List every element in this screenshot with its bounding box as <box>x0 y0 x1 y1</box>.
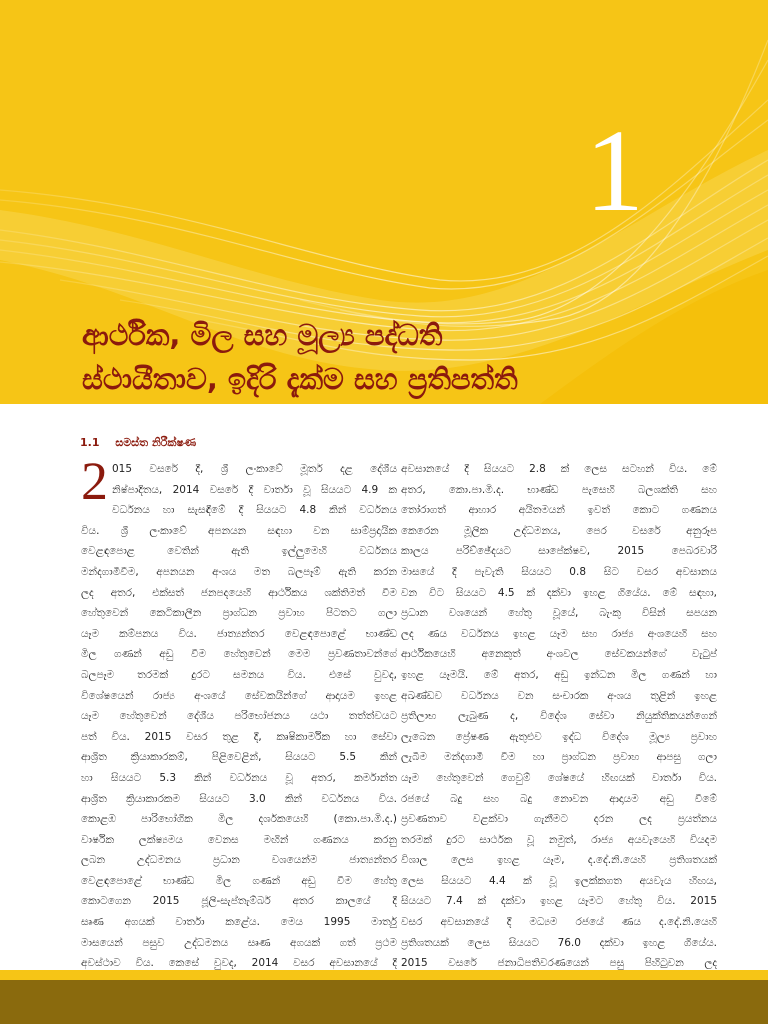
paragraph-line: මිල ගණන් අඩු වීම හේතුවෙන් මෙම ප්‍රවණතාවන්ගේ <box>81 648 397 661</box>
paragraph-line: ලද ණය වර්ධනය ඉහළ යෑම සහ රාජ්‍ය අංශයෙහි සහ <box>401 627 717 640</box>
paragraph-line: ප්‍රතිලාභ ලැබුණ ද, විදේශ සේවා නියුක්තිකයන්ගෙන් <box>401 710 717 723</box>
paragraph-line: වන විට සියයට 4.5 ක් දක්වා ඉහළ ගියේය. මේ සඳහා, <box>401 586 717 599</box>
paragraph-line: හේතුවෙන් කෙටිකාලීන ප්‍රාග්ධන ප්‍රවාහ පිටතට ගලා <box>81 607 397 620</box>
footer-band-light <box>0 970 768 980</box>
paragraph-line: තෝරාගත් ආහාර අයිතමයන් ඉවත් කොට ගණනය <box>401 504 717 517</box>
chapter-title-line-2: ස්ථායීතාව, ඉදිරි දැක්ම සහ ප්‍රතිපත්ති <box>82 362 518 396</box>
paragraph-line: අවස්ථාව විය. කෙසේ වුවද, 2014 වසර අවසානයේ දී <box>81 957 397 970</box>
paragraph-line: තරමක් දුරට සාර්ථක වූ නමුත්, රාජ්‍ය අයවැයෙහි වියදම <box>401 833 717 846</box>
paragraph-line: වසර අවසානයේ දී මධ්‍යම රජයේ ණය ද.දේ.නි.යෙහි <box>401 916 717 929</box>
paragraph-line: මාසයෙන් පසුව උද්ධමනය සෘණ අගයක් ගත් ප්‍රථම <box>81 936 397 949</box>
drop-cap: 2 <box>81 451 108 511</box>
paragraph-line: විශේෂයෙන් රාජ්‍ය අංශයේ සේවකයින්ගේ ආදායම ඉහළ <box>81 689 397 702</box>
paragraph-line: බලපෑම තරමක් දුරට සමනය විය. එසේ වුවද, <box>81 668 397 681</box>
paragraph-line: කාලය පරිච්ඡේදයට සාපේක්ෂව, 2015 පෙබරවාරි <box>401 545 717 558</box>
paragraph-line: අඛණ්ඩව වර්ධනය වන සංචාරක අංශය තුළින් ඉහළ <box>401 689 717 702</box>
paragraph-line: අතර, කො.පා.මි.ද. භාණ්ඩ පැසෙහි බලශක්ති සහ <box>401 483 717 496</box>
section-number: 1.1 <box>80 436 100 449</box>
paragraph-line: 2015 වසරේ ජනාධිපතිවරණයෙන් පසු පිහිටුවන ලද <box>401 957 717 970</box>
paragraph-line: යෑම හේතුවෙන් ගෙවුම් ශේෂයේ හිඟයක් වාර්තා විය. <box>401 771 717 784</box>
paragraph-line: ඉහළ යෑමයි. මේ අතර, අඩු ඉන්ධන මිල ගණන් හා <box>401 668 717 681</box>
paragraph-line: ලබන උද්ධමනය ප්‍රධාන වශයෙන්ම ජාත්‍යන්තර <box>81 854 397 867</box>
paragraph-line: හා සියයට 5.3 කින් වර්ධනය වූ අතර, කර්මාන්ත <box>81 771 397 784</box>
paragraph-line: රජයේ බදු සහ බදු නොවන ආදායම අඩු වීමේ <box>401 792 717 805</box>
paragraph-line: වෙළඳපොළේ භාණ්ඩ මිල ගණන් අඩු වීම හේතු <box>81 874 397 887</box>
paragraph-line: විය. ශ්‍රී ලංකාවේ අපනයන සඳහා වන සාම්ප්‍රදායික <box>81 524 397 537</box>
paragraph-line: ලද අතර, එක්සත් ජනපදයෙහි ආර්ථිකය ශක්තිමත් වීම <box>81 586 397 599</box>
paragraph-line: ප්‍රතිශතයක් ලෙස සියයට 76.0 දක්වා ඉහළ ගියේය. <box>401 936 717 949</box>
paragraph-line: නිෂ්පාදිතය, 2014 වසරේ දී වාර්තා වූ සියයට 4.9 ක <box>112 483 397 496</box>
paragraph-line: ආශ්‍රිත ක්‍රියාකාරකම සියයට 3.0 කින් වර්ධනය විය. <box>81 792 397 805</box>
paragraph-line: වාර්ෂික ලක්ෂ්‍යමය වෙනස මඟින් ගණනය කරනු <box>81 833 397 846</box>
section-heading <box>80 436 196 450</box>
paragraph-line: සෘණ අගයක් වාර්තා කළේය. මෙය 1995 මාර්තු <box>81 916 397 929</box>
paragraph-line: කෙරෙන මූලික උද්ධමනය, පෙර වසරේ අනුරූප <box>401 524 717 537</box>
body-text-left-column <box>81 451 397 994</box>
paragraph-line: ආශ්‍රිත ක්‍රියාකාරකම්, පිළිවෙළින්, සියයට 5.5 කින් <box>81 751 397 764</box>
paragraph-line: සියයට 7.4 ක් දක්වා ඉහළ යෑමට හේතු විය. 2015 <box>401 895 717 908</box>
chapter-number: 1 <box>585 105 644 236</box>
paragraph-line: පත් විය. 2015 වසර තුළ දී, කෘෂිකාර්මික හා සේවා <box>81 730 397 743</box>
paragraph-line: මන්දගාමීවීම, අපනයන අංශය මත බලපෑම් ඇති කරන <box>81 565 397 578</box>
paragraph-line: විශාල ලෙස ඉහළ යෑම, ද.දේ.නි.යෙහි ප්‍රතිශතයක් <box>401 854 717 867</box>
paragraph-line: කොළඹ පාරිභෝගික මිල දර්ශකයෙහි (කො.පා.මි.ද.) <box>81 813 397 826</box>
chapter-banner <box>0 0 768 404</box>
paragraph-line: වර්ධනය හා සැසඳීමේ දී සියයට 4.8 කින් වර්ධනය <box>112 504 397 517</box>
paragraph-line: ප්‍රධාන වශයෙන් හේතු වූයේ, බැංකු විසින් සපයන <box>401 607 717 620</box>
paragraph-line: යෑම හේතුවෙන් දේශීය පරිභෝජනය යථා තත්ත්වයට <box>81 710 397 723</box>
paragraph-line: අවසානයේ දී සියයට 2.8 ක් ලෙස සටහන් විය. මේ <box>401 463 717 475</box>
section-title: සමස්ත නිරීක්ෂණ <box>115 436 197 449</box>
paragraph-line: ලැබීම මන්දගාමී වීම හා ප්‍රාග්ධන ප්‍රවාහ ආපසු ගලා <box>401 751 717 764</box>
paragraph-line: ලෙස සියයට 4.4 ක් වූ ඉලක්කගත අයවැය හිඟය, <box>401 874 717 887</box>
paragraph-line: 015 වසරේ දී, ශ්‍රී ලංකාවේ මූර්ත දළ දේශීය <box>112 463 397 475</box>
chapter-title-line-1: ආර්ථික, මිල සහ මූල්‍ය පද්ධති <box>82 318 443 352</box>
paragraph-line: යෑම කම්පනය විය. ජාත්‍යන්තර වෙළඳපොළේ භාණ්ඩ <box>81 627 397 640</box>
paragraph-line: මාසයේ දී පැවැති සියයට 0.8 සිට වසර අවසානය <box>401 565 717 578</box>
body-text-right-column <box>401 459 717 994</box>
paragraph-line: ආර්ථිකයෙහි අනෙකුත් අංශවල සේවකයන්ගේ වැටුප් <box>401 648 717 661</box>
paragraph-line: ලැබෙන ප්‍රේෂණ ඇතුළුව ඉද්ධ විදේශ මූල්‍ය ප්‍රවාහ <box>401 730 717 743</box>
paragraph-line: වෙළඳපොළ වෙතින් ඇති ඉල්ලුමෙහි වර්ධනය <box>81 545 397 558</box>
paragraph-line: කොටගෙන 2015 ජූලි-සැප්තැම්බර් අතර කාලයේ දී <box>81 895 397 908</box>
footer-band-dark <box>0 980 768 1024</box>
paragraph-line: ප්‍රවණතාව වළක්වා ගැනීමට දරන ලද ප්‍රයත්නය <box>401 813 717 826</box>
